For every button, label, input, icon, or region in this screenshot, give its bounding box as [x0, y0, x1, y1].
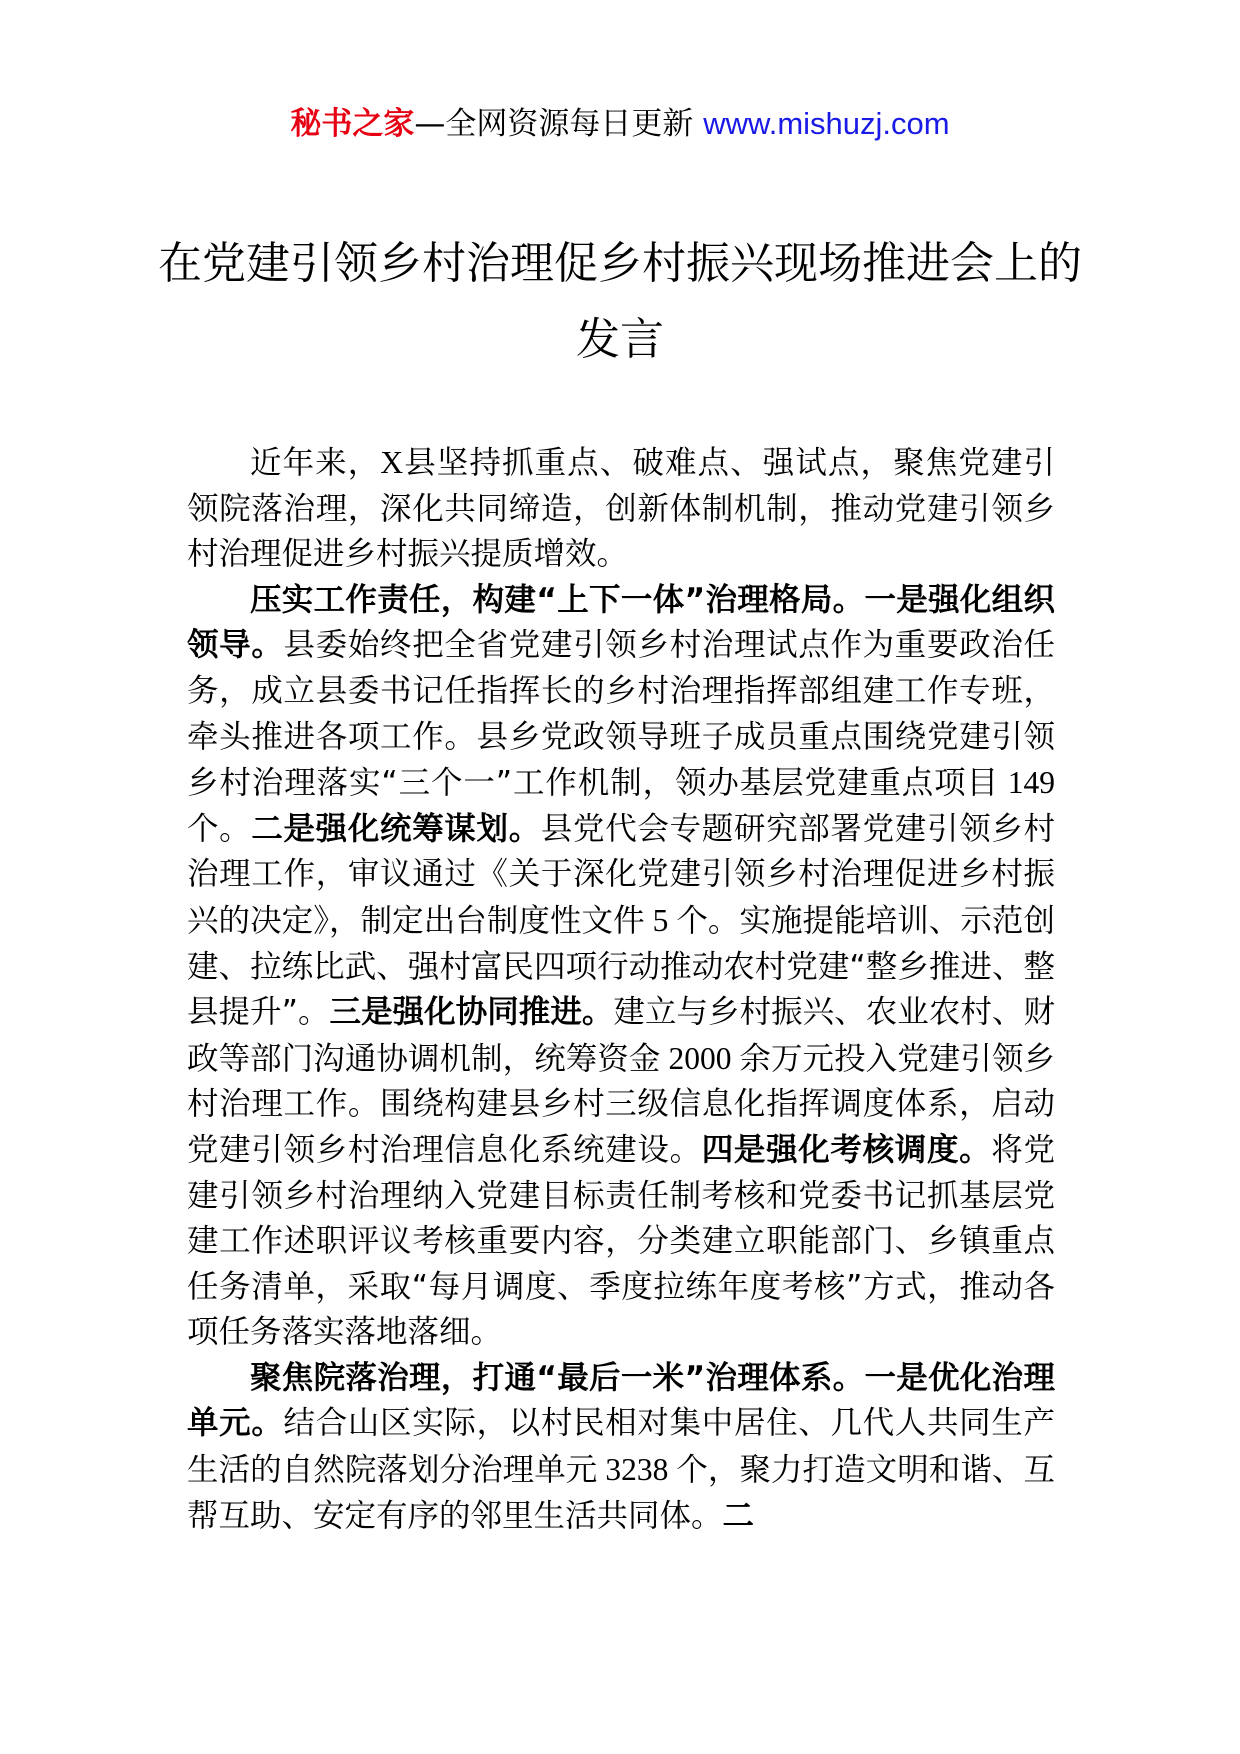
paragraph-text: 5: [644, 902, 677, 938]
body-paragraph: [187, 578, 1055, 1356]
site-tagline: —全网资源每日更新: [414, 106, 694, 142]
paragraph-text: 3238: [597, 1452, 677, 1488]
paragraph-text: X: [380, 445, 404, 480]
site-url-link[interactable]: www.mishuzj.com: [703, 106, 950, 141]
bold-heading-text: 二: [722, 1497, 755, 1534]
paragraph-text: 个，聚力打造文明和谐、互帮互助、安定有序的邻里生活共同体。: [187, 1452, 1055, 1534]
paragraph-text: 将党建引领乡村治理纳入党建目标责任制考核和党委书记抓基层党建工作述职评议考核重要内容，分类建立职能部门、乡镇重点任务清单，采取“每月调度、季度拉练年度考核”方式，推动各项任务落实落地落细。: [187, 1131, 1055, 1351]
site-brand: 秘书之家: [290, 106, 415, 142]
body-paragraph: [187, 1356, 1055, 1539]
paragraph-text: 县党代会专题研究部署党建引领乡村治理工作，审议通过《关于深化党建引领乡村治理促进乡村振兴的决定》，制定出台制度性文件: [187, 810, 1055, 939]
paragraph-text: 建立与乡村振兴、农业农村、财政等部门沟通协调机制，统筹资金: [187, 994, 1055, 1077]
paragraph-text: 个。: [187, 810, 252, 847]
paragraph-text: 2000: [660, 1040, 740, 1076]
paragraph-text: 结合山区实际，以村民相对集中居住、几代人共同生产生活的自然院落划分治理单元: [187, 1405, 1055, 1489]
document-body: [187, 440, 1055, 1539]
site-header: [0, 98, 1240, 150]
bold-heading-text: 四是强化考核调度。: [701, 1131, 992, 1168]
paragraph-text: 县委始终把全省党建引领乡村治理试点作为重要政治任务，成立县委书记任指挥长的乡村治理指挥部组建工作专班，牵头推进各项工作。县乡党政领导班子成员重点围绕党建引领乡村治理落实“三个一”工作机制，领办基层党建重点项目: [187, 627, 1055, 802]
paragraph-text: 149: [998, 765, 1055, 801]
body-paragraph: [187, 440, 1055, 578]
bold-heading-text: 聚焦院落治理，打通“最后一米”治理体系。一是优化治理单元。: [187, 1359, 1055, 1442]
bold-heading-text: 三是强化协同推进。: [329, 994, 614, 1031]
document-title: 在党建引领乡村治理促乡村振兴现场推进会上的发言: [158, 238, 1082, 365]
paragraph-text: 县坚持抓重点、破难点、强试点，聚焦党建引领院落治理，深化共同缔造，创新体制机制，推动党建引领乡村治理促进乡村振兴提质增效。: [187, 445, 1055, 573]
bold-heading-text: 二是强化统筹谋划。: [251, 810, 541, 847]
bold-heading-text: 压实工作责任，构建“上下一体”治理格局。一是强化组织领导。: [187, 581, 1055, 664]
paragraph-text: 个。实施提能培训、示范创建、拉练比武、强村富民四项行动推动农村党建“整乡推进、整县提升”。: [187, 902, 1055, 1031]
paragraph-text: 余万元投入党建引领乡村治理工作。围绕构建县乡村三级信息化指挥调度体系，启动党建引领乡村治理信息化系统建设。: [187, 1040, 1055, 1168]
paragraph-text: 近年来，: [250, 445, 381, 481]
